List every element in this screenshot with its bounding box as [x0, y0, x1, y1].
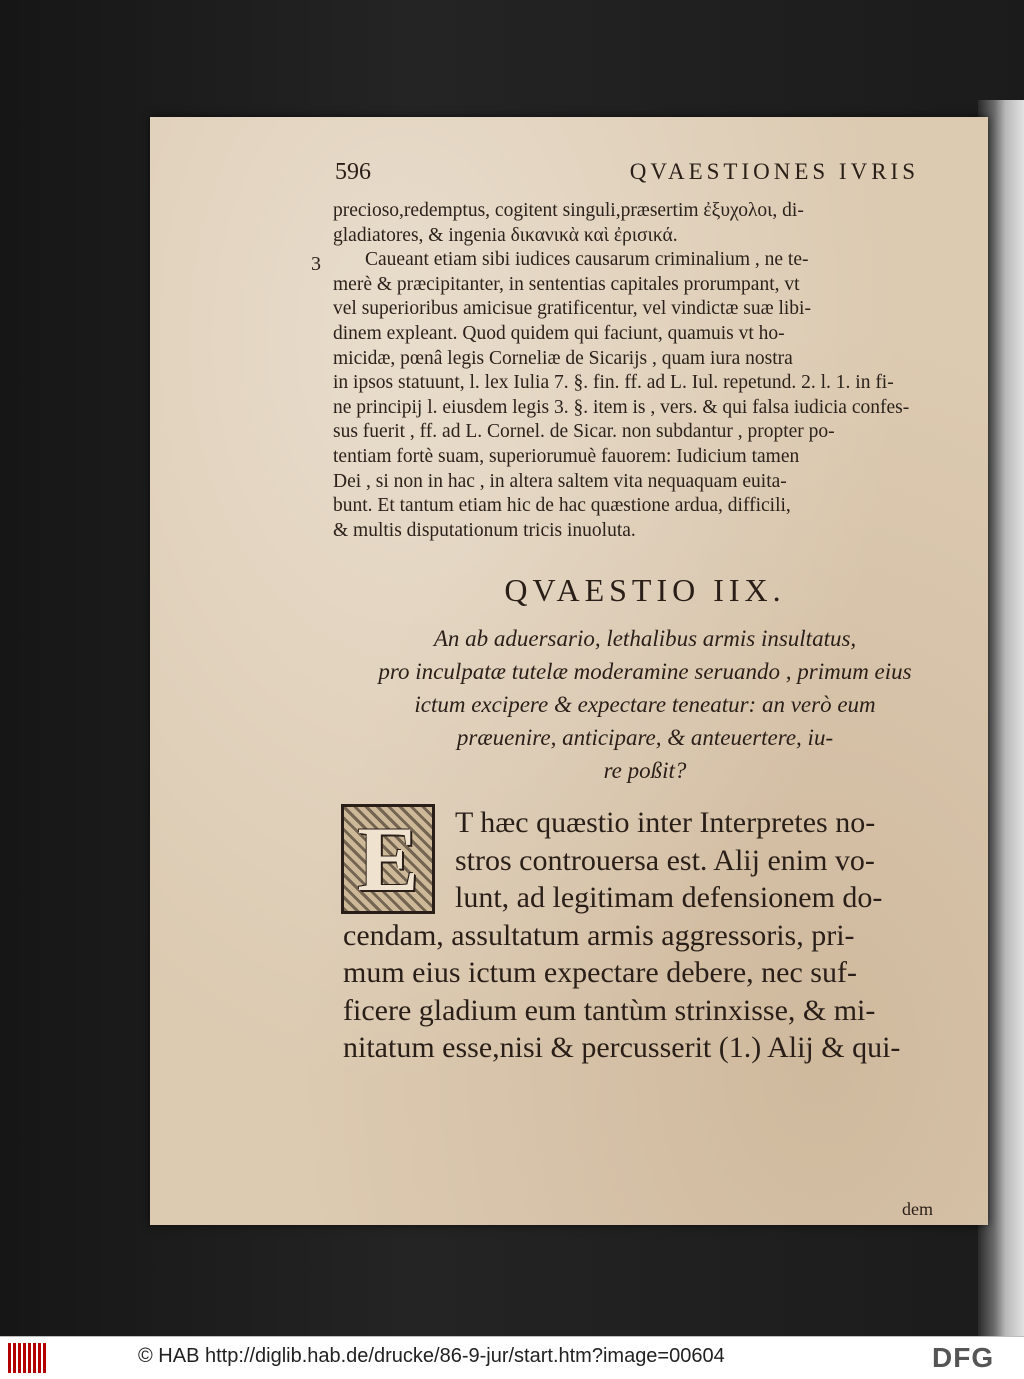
book-page: [150, 117, 988, 1225]
running-title: QVAESTIONES IVRIS: [629, 159, 919, 184]
subtitle-line: ictum excipere & expectare teneatur: an verò eum: [414, 692, 876, 717]
hab-barcode-logo-icon: [8, 1343, 46, 1373]
text-line: mum eius ictum expectare debere, nec suf-: [343, 956, 857, 989]
footer-bar: [0, 1336, 1024, 1379]
text-line: vel superioribus amicisue gratificentur, vel vindictæ suæ libi-: [333, 298, 811, 320]
footer-url-text: © HAB http://diglib.hab.de/drucke/86-9-jur/start.htm?image=00604: [138, 1345, 725, 1367]
text-line: dinem expleant. Quod quidem qui faciunt, quamuis vt ho-: [333, 322, 785, 344]
text-line: cendam, assultatum armis aggressoris, pri-: [343, 918, 855, 952]
text-line: nitatum esse,nisi & percusserit (1.) Alij & qui-: [343, 1031, 901, 1064]
initial-letter: E: [357, 808, 419, 910]
text-line: tentiam fortè suam, superiorumuè fauorem: Iudicium tamen: [333, 445, 800, 467]
text-line: stros controuersa est. Alij enim vo-: [455, 843, 875, 877]
question-title: QVAESTIO IIX.: [504, 572, 786, 608]
text-line: bunt. Et tantum etiam hic de hac quæstione ardua, difficili,: [333, 495, 791, 517]
subtitle-line: pro inculpatæ tutelæ moderamine seruando , primum eius: [378, 659, 912, 684]
question-subtitle: [310, 622, 980, 787]
subtitle-line: An ab aduersario, lethalibus armis insultatus,: [433, 626, 857, 651]
margin-number: 3: [311, 253, 321, 275]
text-line: T hæc quæstio inter Interpretes no-: [455, 806, 876, 839]
subtitle-line: præuenire, anticipare, & anteuertere, iu-: [456, 725, 834, 750]
page-number: 596: [335, 159, 371, 185]
catchword: dem: [902, 1199, 933, 1219]
text-line: Caueant etiam sibi iudices causarum criminalium , ne te-: [365, 249, 809, 271]
text-line: & multis disputationum tricis inuoluta.: [333, 519, 636, 541]
paragraph-1: [333, 199, 955, 543]
text-line: ficere gladium eum tantùm strinxisse, & mi-: [343, 993, 876, 1027]
text-line: merè & præcipitanter, in sententias capitales prorumpant, vt: [333, 273, 800, 295]
text-line: lunt, ad legitimam defensionem do-: [455, 881, 883, 914]
subtitle-line: re poßit?: [603, 758, 687, 783]
text-line: sus fuerit , ff. ad L. Cornel. de Sicar. non subdantur , propter po-: [333, 421, 835, 443]
text-line: ne principij l. eiusdem legis 3. §. item is , vers. & qui falsa iudicia confes-: [333, 396, 910, 418]
paragraph-2: [343, 804, 963, 1067]
text-line: micidæ, pœnâ legis Corneliæ de Sicarijs , quam iura nostra: [333, 347, 793, 369]
text-line: gladiatores, & ingenia δικανικὰ καὶ ἐρισικά.: [333, 224, 678, 246]
text-line: in ipsos statuunt, l. lex Iulia 7. §. fin. ff. ad L. Iul. repetund. 2. l. 1. in fi-: [333, 372, 894, 394]
text-line: Dei , si non in hac , in altera saltem vita nequaquam euita-: [333, 470, 787, 492]
page-header: [335, 159, 955, 186]
text-line: precioso,redemptus, cogitent singuli,præsertim ἐξυχολοι, di-: [333, 200, 804, 221]
dfg-logo: DFG: [932, 1342, 995, 1373]
